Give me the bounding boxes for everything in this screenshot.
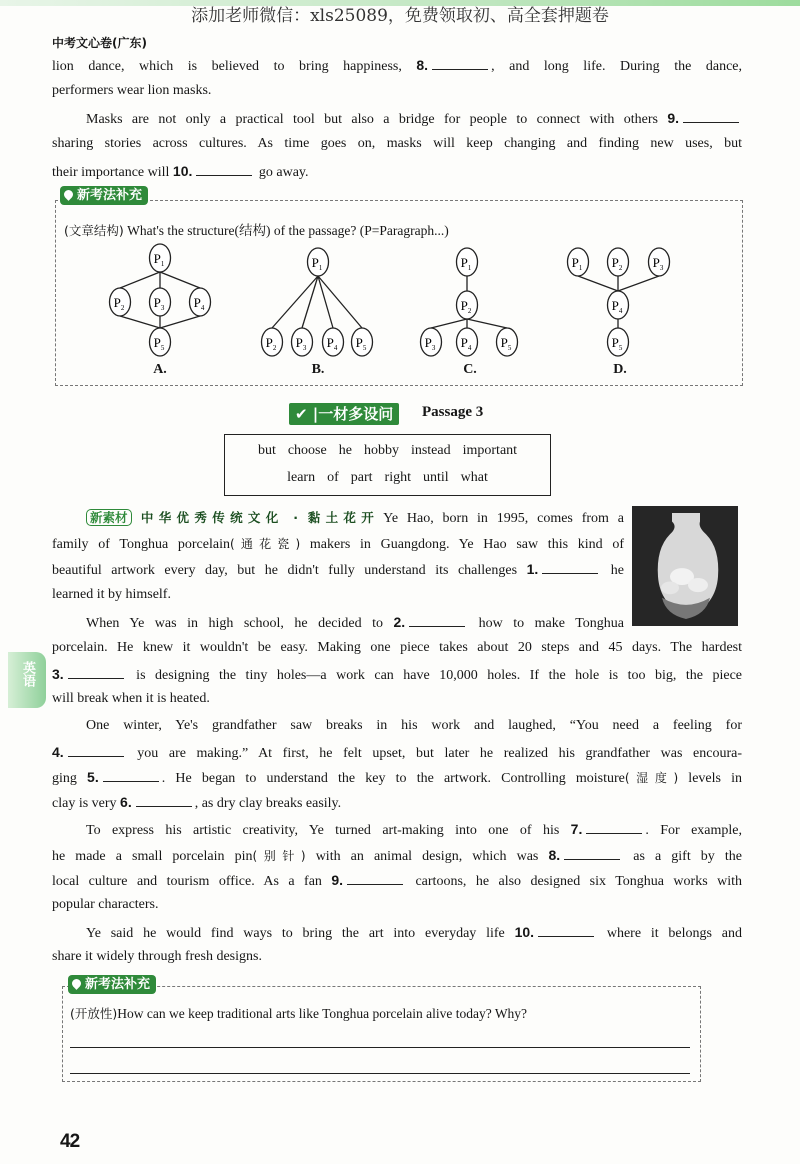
paragraph-node-label: $P_2$ <box>611 255 623 272</box>
paragraph-node-label: $P_5$ <box>500 335 512 352</box>
paragraph-node-label: $P_1$ <box>571 255 583 272</box>
text-line <box>52 845 742 865</box>
word-bank-word: hobby <box>363 443 399 458</box>
text-line <box>52 922 742 942</box>
word-bank-word: he <box>338 443 352 458</box>
fill-in-blank[interactable] <box>542 561 598 574</box>
running-head: 中考文心卷(广东) <box>52 36 147 50</box>
blank-number: 6. <box>120 794 132 810</box>
paragraph-node-label: $P_2$ <box>113 295 125 312</box>
paragraph-node-label: $P_4$ <box>193 295 205 312</box>
fill-in-blank[interactable] <box>68 666 124 679</box>
paragraph-node-label: $P_5$ <box>611 335 623 352</box>
porcelain-vase-photo <box>632 506 738 626</box>
word-bank-word: instead <box>410 443 451 458</box>
diagram-edge <box>120 272 160 288</box>
word-bank-word: choose <box>287 443 327 458</box>
pin-icon <box>70 977 83 990</box>
question-type: (开放性) <box>70 1006 118 1021</box>
word-bank-word: what <box>460 470 488 485</box>
text-run: performers wear lion masks. <box>52 83 212 98</box>
diagram-edge <box>272 276 318 328</box>
passage-title: Passage 3 <box>422 404 484 420</box>
blank-number: 2. <box>393 614 406 630</box>
diagram-option-label[interactable]: B. <box>311 362 325 377</box>
text-line <box>52 689 742 709</box>
text-line <box>52 947 742 967</box>
paragraph-node-label: $P_4$ <box>460 335 472 352</box>
text-line <box>52 508 624 528</box>
source-title: 中华优秀传统文化 · 黏土花开 <box>135 510 380 525</box>
text-run: sharing stories across cultures. As time goes on, masks will keep changing and finding new uses, but <box>52 136 742 151</box>
diagram-edge <box>318 276 362 328</box>
text-run: To express his artistic creativity, Ye turned art-making into one of his <box>86 823 571 838</box>
tag-label: 新考法补充 <box>77 188 143 203</box>
word-bank <box>224 434 551 496</box>
diagram-option-label[interactable]: C. <box>463 362 477 377</box>
fill-in-blank[interactable] <box>347 872 403 885</box>
open-question-box <box>62 986 701 1082</box>
text-run: clay is very <box>52 796 121 811</box>
new-exam-tag-2 <box>68 975 156 994</box>
text-run: beautiful artwork every day, but he didn't fully understand its challenges <box>52 563 527 578</box>
text-run: popular characters. <box>52 897 159 912</box>
answer-line[interactable] <box>70 1047 690 1048</box>
diagram-edge <box>578 276 618 291</box>
blank-number: 5. <box>87 769 99 785</box>
text-run: One winter, Ye's grandfather saw breaks in his work and laughed, “You need a feeling for <box>86 718 742 733</box>
paragraph-node-label: $P_3$ <box>295 335 307 352</box>
blank-number: 8. <box>548 847 561 863</box>
paragraph-node-label: $P_2$ <box>460 298 472 315</box>
text-run: , as dry clay breaks easily. <box>194 796 342 811</box>
word-bank-word: but <box>257 443 276 458</box>
diagram-option-b <box>262 248 373 356</box>
paragraph-node-label: $P_4$ <box>326 335 338 352</box>
paragraph-node-label: $P_1$ <box>460 255 472 272</box>
blank-number: 10. <box>172 163 193 179</box>
text-line <box>52 792 742 812</box>
text-run: their importance will <box>52 165 173 180</box>
paragraph-node-label: $P_5$ <box>153 335 165 352</box>
diagram-edge <box>618 276 659 291</box>
diagram-option-d <box>568 248 670 356</box>
blank-number: 4. <box>52 744 64 760</box>
fill-in-blank[interactable] <box>538 924 594 937</box>
diagram-edge <box>160 272 200 288</box>
diagram-edge <box>467 319 507 328</box>
diagram-edge <box>120 316 160 328</box>
text-run: When Ye was in high school, he decided to <box>86 616 394 631</box>
answer-line[interactable] <box>70 1073 690 1074</box>
side-tab-label: 英语 <box>20 661 35 687</box>
subject-side-tab <box>8 652 46 708</box>
question-type: (文章结构) <box>64 223 124 238</box>
fill-in-blank[interactable] <box>586 821 642 834</box>
word-bank-word: learn <box>287 470 316 485</box>
paragraph-node-label: $P_1$ <box>153 251 165 268</box>
paragraph-node-label: $P_3$ <box>153 295 165 312</box>
text-run: lion dance, which is believed to bring happiness, <box>52 59 417 74</box>
page-number: 42 <box>60 1131 80 1152</box>
text-line <box>52 612 624 632</box>
text-run: local culture and tourism office. As a fan <box>52 874 332 889</box>
blank-number: 10. <box>514 924 535 940</box>
diagram-option-a <box>110 244 211 356</box>
text-run: makers in Guangdong. Ye Hao saw this kind of <box>300 537 625 552</box>
structure-diagrams <box>0 0 800 400</box>
fill-in-blank[interactable] <box>409 614 465 627</box>
word-bank-word: right <box>384 470 411 485</box>
watermark-text: 添加老师微信：xls25089，免费领取初、高全套押题卷 <box>191 6 609 26</box>
text-line <box>52 716 742 736</box>
text-run: you are making.” At first, he felt upset, but later he realized his grandfather was encoura- <box>126 746 742 761</box>
paragraph-node-label: $P_5$ <box>355 335 367 352</box>
text-run: go away. <box>255 165 309 180</box>
tag-label: 新考法补充 <box>85 977 151 992</box>
fill-in-blank[interactable] <box>564 847 620 860</box>
text-run: Masks are not only a practical tool but also a bridge for people to connect with others <box>86 112 668 127</box>
blank-number: 3. <box>52 666 64 682</box>
text-run: (通花瓷) <box>229 537 301 551</box>
question-text: How can we keep traditional arts like Tonghua porcelain alive today? Why? <box>117 1006 528 1021</box>
blank-number: 8. <box>416 57 429 73</box>
text-line <box>52 742 742 762</box>
text-run: share it widely through fresh designs. <box>52 949 262 964</box>
text-line <box>52 585 624 605</box>
text-line <box>52 664 742 684</box>
diagram-option-label[interactable]: D. <box>613 362 627 377</box>
open-question <box>70 1004 527 1022</box>
diagram-edge <box>302 276 318 328</box>
fill-in-blank[interactable] <box>68 744 124 757</box>
paragraph-node-label: $P_1$ <box>311 255 323 272</box>
diagram-edge <box>431 319 467 328</box>
word-bank-word: part <box>350 470 373 485</box>
text-run: (别针) <box>252 849 306 863</box>
paragraph-node-label: $P_4$ <box>611 298 623 315</box>
word-bank-word: important <box>462 443 518 458</box>
text-run: (湿度) <box>624 771 679 785</box>
text-run: will break when it is heated. <box>52 691 210 706</box>
text-line <box>52 638 742 658</box>
diagram-edge <box>318 276 333 328</box>
text-line <box>52 819 742 839</box>
text-run: cartoons, he also designed six Tonghua works with <box>406 874 742 889</box>
text-run: with an animal design, which was <box>305 849 549 864</box>
paragraph-node-label: $P_3$ <box>652 255 664 272</box>
text-run: Ye Hao, born in 1995, comes from a <box>383 511 624 526</box>
text-run: Ye said he would find ways to bring the art into everyday life <box>86 926 515 941</box>
text-run: he <box>601 563 625 578</box>
word-bank-word: of <box>327 470 339 485</box>
text-line <box>52 767 742 787</box>
paragraph-node-label: $P_3$ <box>424 335 436 352</box>
blank-number: 9. <box>331 872 344 888</box>
text-run: family of Tonghua porcelain <box>52 537 230 552</box>
blank-number: 9. <box>667 110 679 126</box>
text-run: how to make Tonghua <box>468 616 624 631</box>
text-run: . He began to understand the key to the artwork. Controlling moisture <box>161 771 625 786</box>
diagram-option-c <box>421 248 518 356</box>
paragraph-node-label: $P_2$ <box>265 335 277 352</box>
text-run: levels in <box>678 771 742 786</box>
blank-number: 1. <box>526 561 539 577</box>
blank-number: 7. <box>570 821 583 837</box>
text-run: he made a small porcelain pin <box>52 849 253 864</box>
passage-banner: ✔ |一材多设问 <box>289 403 399 425</box>
text-run: porcelain. He knew it wouldn't be easy. Making one piece takes about 20 steps and 45 days. The hardest <box>52 640 742 655</box>
text-run: , and long life. During the dance, <box>491 59 742 74</box>
word-bank-word: until <box>422 470 449 485</box>
text-line <box>52 895 742 915</box>
text-run: as a gift by the <box>623 849 742 864</box>
diagram-edge <box>160 316 200 328</box>
word-bank-row <box>225 443 550 459</box>
text-run: where it belongs and <box>597 926 743 941</box>
text-run: . For example, <box>645 823 743 838</box>
fill-in-blank[interactable] <box>136 794 192 807</box>
text-line <box>52 534 624 554</box>
fill-in-blank[interactable] <box>103 769 159 782</box>
text-run: ging <box>52 771 88 786</box>
source-tag: 新素材 <box>86 509 132 526</box>
text-line <box>52 559 624 579</box>
diagram-option-label[interactable]: A. <box>153 362 167 377</box>
text-run: learned it by himself. <box>52 587 171 602</box>
word-bank-row <box>225 470 550 486</box>
text-run: is designing the tiny holes—a work can have 10,000 holes. If the hole is too big, the piece <box>126 668 742 683</box>
text-line <box>52 870 742 890</box>
question-text: What's the structure(结构) of the passage? (P=Paragraph...) <box>123 223 449 238</box>
